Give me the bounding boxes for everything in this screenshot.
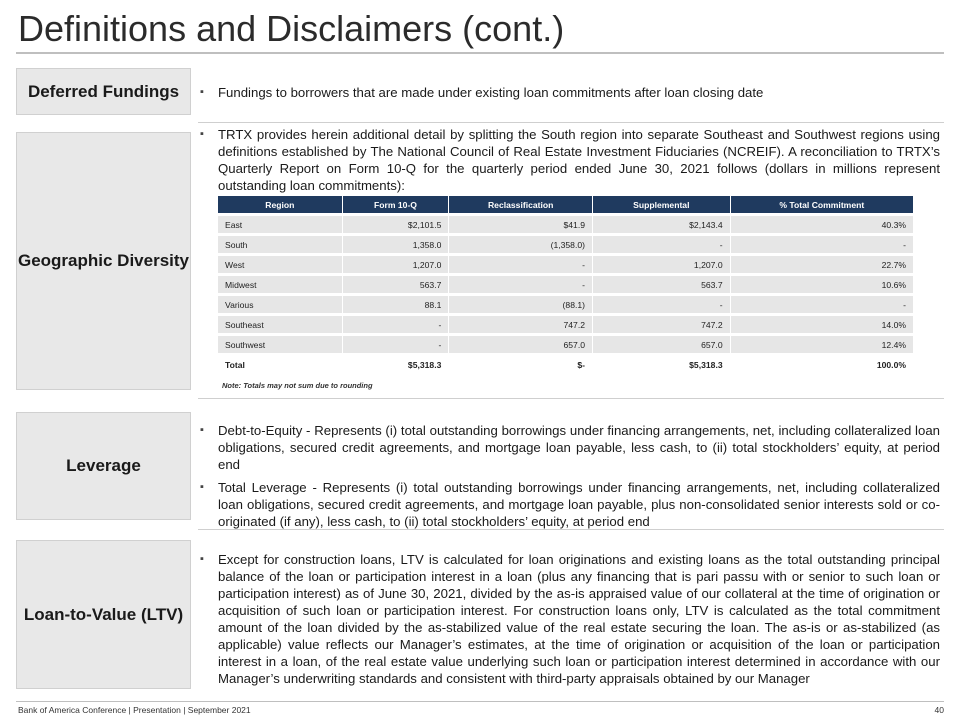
header-supplemental: Supplemental <box>593 196 730 213</box>
cell-value: - <box>449 256 592 273</box>
cell-value: $2,143.4 <box>593 216 730 233</box>
header-reclassification: Reclassification <box>449 196 592 213</box>
section-divider <box>198 529 944 530</box>
cell-value: 747.2 <box>449 316 592 333</box>
cell-value: (1,358.0) <box>449 236 592 253</box>
cell-value: 563.7 <box>343 276 449 293</box>
region-reconciliation-table <box>217 193 914 376</box>
cell-value: - <box>449 276 592 293</box>
table-row <box>218 316 913 333</box>
bullet-item: ▪ Total Leverage - Represents (i) total outstanding borrowings under financing arrangements, net, including collateralized loan obligations, secured credit agreements, and mortgage loan payable, plus non-consolidated senior interests sold or co-originated (if any), less cash, to (ii) total stockholders’ equity, at period end <box>200 479 940 530</box>
cell-value: $41.9 <box>449 216 592 233</box>
cell-value: - <box>731 236 913 253</box>
cell-region: West <box>218 256 342 273</box>
page-number: 40 <box>934 705 944 715</box>
bullet-item: ▪ TRTX provides herein additional detail by splitting the South region into separate Southeast and Southwest regions using definitions established by The National Council of Real Estate Investment Fiduciaries (NCREIF). A reconciliation to TRTX’s Quarterly Report on Form 10-Q for the quarterly period ended June 30, 2021 follows (dollars in millions represent outstanding loan commitments): <box>200 126 940 194</box>
cell-value: - <box>731 296 913 313</box>
cell-value: 657.0 <box>449 336 592 353</box>
cell-value: 747.2 <box>593 316 730 333</box>
header-form-10q: Form 10-Q <box>343 196 449 213</box>
header-total-commitment: % Total Commitment <box>731 196 913 213</box>
cell-value: - <box>343 336 449 353</box>
footer-divider <box>16 701 944 702</box>
ltv-bullets <box>200 551 940 687</box>
deferred-fundings-bullets <box>200 84 940 101</box>
geographic-diversity-label: Geographic Diversity <box>16 132 191 390</box>
geographic-diversity-bullets <box>200 126 940 194</box>
cell-total-value: $5,318.3 <box>343 356 449 373</box>
section-divider <box>198 398 944 399</box>
header-region: Region <box>218 196 342 213</box>
cell-value: 10.6% <box>731 276 913 293</box>
table-row <box>218 236 913 253</box>
page-title: Definitions and Disclaimers (cont.) <box>18 8 565 49</box>
footer-text: Bank of America Conference | Presentation | September 2021 <box>18 705 251 715</box>
cell-region: Southeast <box>218 316 342 333</box>
leverage-label: Leverage <box>16 412 191 520</box>
cell-total-value: $- <box>449 356 592 373</box>
cell-value: - <box>343 316 449 333</box>
bullet-item: ▪ Fundings to borrowers that are made under existing loan commitments after loan closing date <box>200 84 940 101</box>
table-row <box>218 276 913 293</box>
title-divider <box>16 52 944 54</box>
cell-region: East <box>218 216 342 233</box>
bullet-item: ▪ Debt-to-Equity - Represents (i) total outstanding borrowings under financing arrangements, net, including collateralized loan obligations, secured credit agreements, and mortgage loan payable, less cash, to (ii) total stockholders’ equity, at period end <box>200 422 940 473</box>
table-header-row <box>218 196 913 213</box>
cell-value: 657.0 <box>593 336 730 353</box>
table-note: Note: Totals may not sum due to rounding <box>222 381 373 390</box>
cell-value: 1,207.0 <box>343 256 449 273</box>
table-row <box>218 296 913 313</box>
cell-value: - <box>593 296 730 313</box>
table-row <box>218 216 913 233</box>
table-row <box>218 336 913 353</box>
cell-value: 1,207.0 <box>593 256 730 273</box>
cell-value: 563.7 <box>593 276 730 293</box>
bullet-item: ▪ Except for construction loans, LTV is calculated for loan originations and existing loans as the total outstanding principal balance of the loan or participation interest in a loan (plus any financing that is pari passu with or senior to such loan or participation interest) as of June 30, 2021, divided by the as-is appraised value of our collateral at the time of origination or acquisition of such loan or participation interest. For construction loans only, LTV is calculated as the total commitment amount of the loan divided by the as-stabilized value of the real estate securing the loan. The as-is or as-stabilized (as applicable) value reflects our Manager’s estimates, at the time of origination or acquisition of the loan or participation interest in a loan, of the real estate value underlying such loan or participation interest determined in accordance with our Manager’s underwriting standards and consistent with third-party appraisals obtained by our Manager <box>200 551 940 687</box>
cell-value: 14.0% <box>731 316 913 333</box>
cell-region: Various <box>218 296 342 313</box>
cell-value: (88.1) <box>449 296 592 313</box>
cell-region: Midwest <box>218 276 342 293</box>
table-total-row <box>218 356 913 373</box>
cell-total-value: 100.0% <box>731 356 913 373</box>
cell-value: $2,101.5 <box>343 216 449 233</box>
cell-value: 22.7% <box>731 256 913 273</box>
cell-region: South <box>218 236 342 253</box>
deferred-fundings-label: Deferred Fundings <box>16 68 191 115</box>
cell-total-label: Total <box>218 356 342 373</box>
leverage-bullets <box>200 422 940 530</box>
cell-value: 12.4% <box>731 336 913 353</box>
cell-value: 40.3% <box>731 216 913 233</box>
cell-value: 1,358.0 <box>343 236 449 253</box>
table-row <box>218 256 913 273</box>
cell-value: - <box>593 236 730 253</box>
ltv-label: Loan-to-Value (LTV) <box>16 540 191 689</box>
cell-region: Southwest <box>218 336 342 353</box>
cell-value: 88.1 <box>343 296 449 313</box>
section-divider <box>198 122 944 123</box>
cell-total-value: $5,318.3 <box>593 356 730 373</box>
